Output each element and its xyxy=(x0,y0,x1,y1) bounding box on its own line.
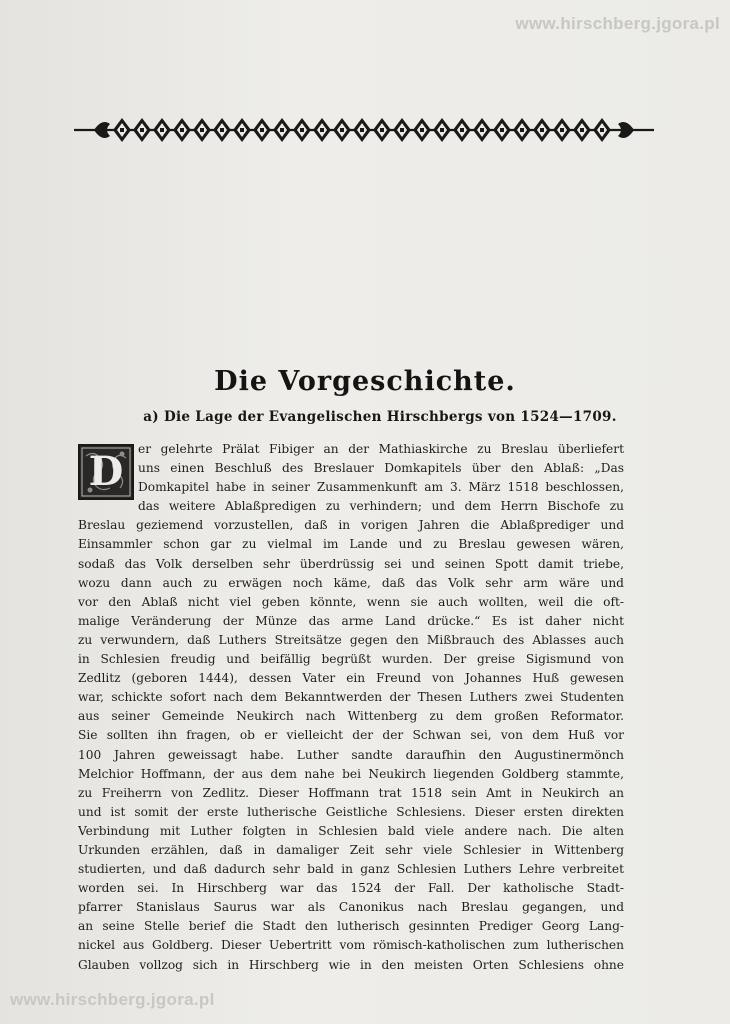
text-line: Breslau geziemend vorzustellen, daß in vorigen Jahren die Ablaßprediger und xyxy=(78,518,624,533)
text-line: vor den Ablaß nicht viel geben könnte, wenn sie auch wollten, weil die oft- xyxy=(78,594,624,609)
text-line: Sie sollten ihn fragen, ob er vielleicht der der Schwan sei, von dem Huß vor xyxy=(78,728,624,743)
text-line: pfarrer Stanislaus Saurus war als Canonikus nach Breslau gegangen, und xyxy=(78,900,624,915)
text-line: Einsammler schon gar zu vielmal im Lande und zu Breslau gewesen wären, xyxy=(78,537,624,552)
text-line: nickel aus Goldberg. Dieser Uebertritt vom römisch-katholischen zum lutherischen xyxy=(78,938,624,953)
watermark-top: www.hirschberg.jgora.pl xyxy=(515,14,720,33)
watermark-bottom: www.hirschberg.jgora.pl xyxy=(10,990,215,1009)
body-text xyxy=(78,440,624,975)
section-subtitle: a) Die Lage der Evangelischen Hirschbergs von 1524—1709. xyxy=(143,409,617,425)
text-line: malige Veränderung der Münze das arme Land drücke.“ Es ist daher nicht xyxy=(78,613,624,628)
text-line: sodaß das Volk derselben sehr überdrüssig sei und seinen Spott damit triebe, xyxy=(78,556,624,571)
text-line: Zedlitz (geboren 1444), dessen Vater ein Freund von Johannes Huß gewesen xyxy=(78,671,624,686)
initial-letter: D xyxy=(88,448,124,495)
text-line: worden sei. In Hirschberg war das 1524 der Fall. Der katholische Stadt- xyxy=(78,881,624,896)
chapter-title: Die Vorgeschichte. xyxy=(214,366,516,397)
text-line: studierten, und daß dadurch sehr bald in ganz Schlesien Luthers Lehre verbreitet xyxy=(78,862,624,877)
text-line: Melchior Hoffmann, der aus dem nahe bei Neukirch liegenden Goldberg stammte, xyxy=(78,766,624,781)
text-line: Domkapitel habe in seiner Zusammenkunft am 3. März 1518 beschlossen, xyxy=(138,480,624,495)
text-line: in Schlesien freudig und beifällig begrüßt wurden. Der greise Sigismund von xyxy=(78,652,624,667)
text-line: 100 Jahren geweissagt habe. Luther sandte daraufhin den Augustinermönch xyxy=(78,747,624,762)
text-line: Urkunden erzählen, daß in damaliger Zeit sehr viele Schlesier in Wittenberg xyxy=(78,842,624,857)
text-line: uns einen Beschluß des Breslauer Domkapitels über den Ablaß: „Das xyxy=(138,461,624,476)
text-line: aus seiner Gemeinde Neukirch nach Wittenberg zu dem großen Reformator. xyxy=(78,709,624,724)
text-line: wozu dann auch zu erwägen noch käme, daß das Volk sehr arm wäre und xyxy=(78,575,624,590)
text-line: und ist somit der erste lutherische Geistliche Schlesiens. Dieser ersten direkten xyxy=(78,804,624,819)
text-line: an seine Stelle berief die Stadt den lutherisch gesinnten Prediger Georg Lang- xyxy=(78,919,624,934)
text-line: Glauben vollzog sich in Hirschberg wie in den meisten Orten Schlesiens ohne xyxy=(78,957,624,972)
text-line: war, schickte sofort nach dem Bekanntwerden der Thesen Luthers zwei Studenten xyxy=(78,690,624,705)
decorative-border-ornament xyxy=(74,112,654,148)
text-line: zu verwundern, daß Luthers Streitsätze gegen den Mißbrauch des Ablasses auch xyxy=(78,632,624,647)
text-line: Verbindung mit Luther folgten in Schlesien bald viele andere nach. Die alten xyxy=(78,823,624,838)
text-line: er gelehrte Prälat Fibiger an der Mathiaskirche zu Breslau überliefert xyxy=(138,442,624,456)
text-line: das weitere Ablaßpredigen zu verhindern; und dem Herrn Bischofe zu xyxy=(138,499,624,514)
text-line: zu Freiherrn von Zedlitz. Dieser Hoffmann trat 1518 sein Amt in Neukirch an xyxy=(78,785,624,800)
